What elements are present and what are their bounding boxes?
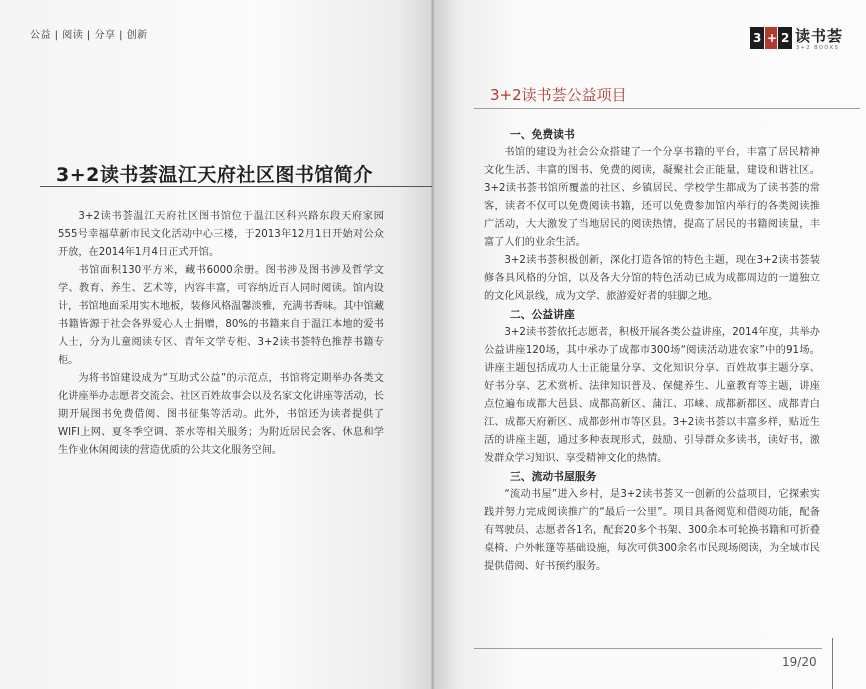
- page-title: 3+2读书荟温江天府社区图书馆简介: [56, 164, 373, 186]
- paragraph: “流动书屋”进入乡村，是3+2读书荟又一创新的公益项目，它探索实践并努力完成阅读推广的“最后一公里”。项目具备阅览和借阅功能，配备有驾驶员、志愿者各1名，配套20多个书架、300余本可轮换书籍和可折叠桌椅、户外帐篷等基础设施，每次可供300余名市民现场阅读，为全域市民提供借阅、好书预约服务。: [484, 489, 820, 572]
- paragraph: 3+2读书荟温江天府社区图书馆位于温江区科兴路东段天府家园555号幸福草新市民文化活动中心三楼，于2013年12月1日开始对公众开放，在2014年1月4日正式开馆。: [58, 211, 384, 258]
- title-divider: [40, 186, 432, 187]
- paragraph: 为将书馆建设成为“互助式公益”的示范点，书馆将定期举办各类文化讲座举办志愿者交流会、社区百姓故事会以及名家文化讲座等活动，长期开展图书免费借阅、图书征集等活动。此外，书馆还为读者提供了WIFI上网、夏冬季空调、茶水等相关服务；为附近居民会客、休息和学生作业休闲阅读的营造优质的公共文化服务空间。: [58, 373, 384, 456]
- tagline: 公益 | 阅读 | 分享 | 创新: [30, 30, 148, 41]
- logo-mark: [750, 27, 792, 49]
- projects-text: [484, 126, 820, 576]
- paragraph: 书馆的建设为社会公众搭建了一个分享书籍的平台，丰富了居民精神文化生活、丰富的图书、免费的阅读，凝聚社会正能量，建设和谐社区。3+2读书荟书馆所覆盖的社区、乡镇居民、学校学生都成为了读书荟的常客，读者不仅可以免费阅读书籍，还可以免费参加馆内举行的各类阅读推广活动，大大激发了当地居民的阅读热情，提高了居民的书籍阅读量，丰富了人们的业余生活。: [484, 147, 820, 248]
- footer-divider: [474, 648, 822, 649]
- brand-logo: [750, 24, 850, 54]
- logo-mark-right: 2: [781, 31, 790, 45]
- section-title: 3+2读书荟公益项目: [490, 86, 627, 104]
- paragraph: 3+2读书荟积极创新，深化打造各馆的特色主题，现在3+2读书荟装修各具风格的分馆，以及各大分馆的特色活动已成为成都周边的一道独立的文化风景线，成为文学、旅游爱好者的驻脚之地。: [484, 255, 820, 302]
- logo-subtitle: 3+2 BOOKS: [796, 45, 840, 51]
- logo-mark-mid: +: [767, 31, 778, 45]
- paragraph: 书馆面积130平方米，藏书6000余册。图书涉及图书涉及哲学文学、教育、养生、艺术等，内容丰富，可容纳近百人同时阅读。馆内设计，书馆地面采用实木地板，装修风格温馨淡雅，充满书香味。其中馆藏书籍皆源于社会各界爱心人士捐赠，80%的书籍来自于温江本地的爱书人士，分为儿童阅读专区、青年文学专柜、3+2读书荟特色推荐书籍专柜。: [58, 265, 384, 366]
- section-heading: 二、公益讲座: [510, 308, 575, 321]
- section-heading: 三、流动书屋服务: [510, 470, 597, 483]
- logo-mark-left: 3: [753, 31, 762, 45]
- page-number: 19/20: [782, 655, 817, 669]
- footer-vertical-rule: [832, 638, 833, 689]
- logo-name: 读书荟: [795, 27, 844, 45]
- section-heading: 一、免费读书: [510, 128, 575, 141]
- intro-text: [58, 208, 384, 460]
- paragraph: 3+2读书荟依托志愿者，积极开展各类公益讲座，2014年度，共举办公益讲座120场，其中承办了成都市300场“阅读活动进农家”中的91场。讲座主题包括成功人士正能量分享、文化知识分享、百姓故事主题分享、好书分享、艺术赏析、法律知识普及、保健养生、儿童教育等主题，讲座点位遍布成都大邑县、成都高新区、蒲江、邛崃、成都新都区、成都青白江、成都天府新区、成都彭州市等区县。3+2读书荟以丰富多样，贴近生活的讲座主题，通过多种表现形式，鼓励、引导群众多读书，读好书，激发群众学习知识、享受精神文化的热情。: [484, 327, 820, 464]
- section-divider: [474, 108, 860, 109]
